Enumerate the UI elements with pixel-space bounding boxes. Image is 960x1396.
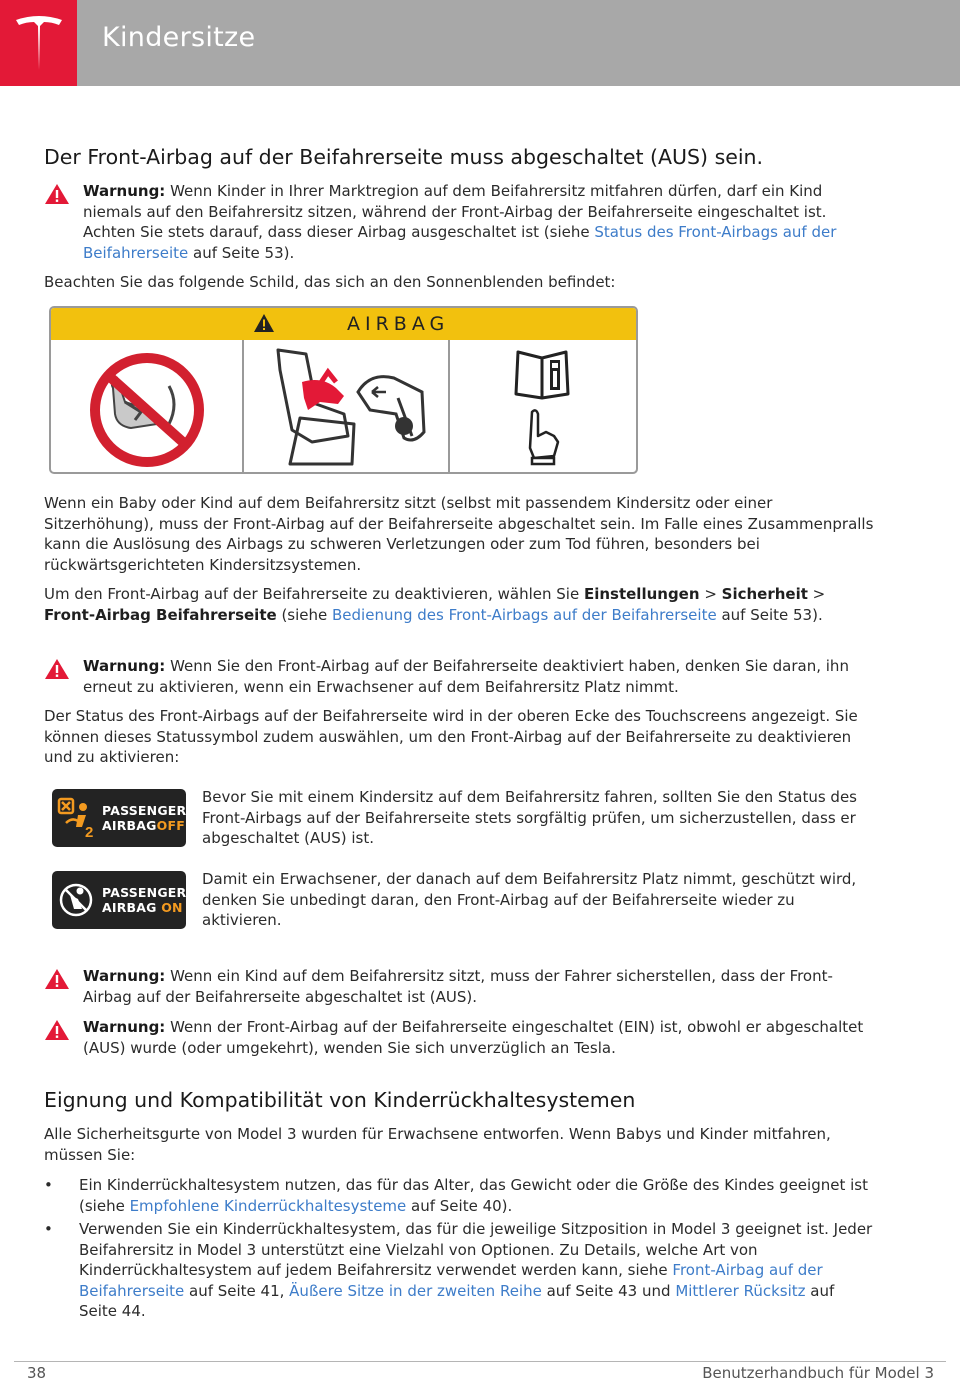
badge-line2: AIRBAG [102,900,157,915]
link-status-airbag[interactable]: Status des Front-Airbags auf der Beifahrerseite [83,223,837,262]
link-front-passenger-airbag[interactable]: Front-Airbag auf der Beifahrerseite [79,1261,823,1300]
airbag-warning-sign [49,306,638,474]
no-child-seat-icon [51,340,242,474]
paragraph-compatibility-intro: Alle Sicherheitsgurte von Model 3 wurden für Erwachsene entworfen. Wenn Babys und Kinder mitfahren, müssen Sie: [44,1125,831,1164]
badge-label [102,803,186,833]
warning-label: Warnung: [83,1018,166,1036]
svg-text:2: 2 [85,824,94,841]
warning-body-end: auf Seite 53). [188,243,295,262]
list-item [44,1219,874,1322]
warning-text [83,181,873,263]
requirements-list [44,1175,874,1322]
warning-text [83,966,873,1007]
paragraph-status-display: Der Status des Front-Airbags auf der Beifahrerseite wird in der oberen Ecke des Touchscreens angezeigt. Sie können dieses Statussymbol zudem auswählen, um den Front-Airbag auf der Beifahrerseite zu deaktivieren und zu aktivieren: [44,707,858,766]
sign-prohibited-child-seat [51,340,242,474]
airbag-deployment-icon [244,340,448,474]
menu-path-settings: Einstellungen [583,585,700,603]
separator: > [699,585,722,603]
paragraph-deactivate [44,584,874,625]
sign-label: AIRBAG [347,313,450,335]
badge-status-off: OFF [156,818,185,833]
warning-body: Wenn Sie den Front-Airbag auf der Beifahrerseite deaktiviert haben, denken Sie daran, ihn erneut zu aktivieren, wenn ein Erwachsener auf dem Beifahrersitz Platz nimmt. [83,657,849,696]
menu-path-safety: Sicherheit [721,585,808,603]
list-item [44,1175,874,1216]
passenger-airbag-off-badge [52,789,186,847]
read-manual-icon [450,340,638,474]
warning-label: Warnung: [83,657,166,675]
link-recommended-restraints[interactable]: Empfohlene Kinderrückhaltesysteme [129,1196,407,1215]
text: Verwenden Sie ein Kinderrückhaltesystem, das für die jeweilige Sitzposition in Model 3 geeignet ist. Jeder Beifahrersitz in Model 3 unterstützt eine Vielzahl von Optionen. Zu Details, welche Art von Kinderrückhaltesystem auf jedem Beifahrersitz verwendet werden kann, siehe [79,1220,873,1279]
separator: > [807,585,826,603]
text: Ein Kinderrückhaltesystem nutzen, das für das Alter, das Gewicht oder die Größe des Kindes geeignet ist (siehe [79,1176,868,1215]
warning-body: Wenn der Front-Airbag auf der Beifahrerseite eingeschaltet (EIN) ist, obwohl er abgeschaltet (AUS) wurde (oder umgekehrt), wenden Sie sich unverzüglich an Tesla. [83,1018,864,1057]
sign-airbag-deployment [244,340,448,474]
text: auf Seite 53). [716,605,823,624]
warning-label: Warnung: [83,182,166,200]
warning-icon [44,183,70,205]
airbag-off-icon [52,789,100,847]
sign-read-manual [450,340,638,474]
sign-header-bar [51,308,636,340]
passenger-airbag-on-badge [52,871,186,929]
warning-icon [44,658,70,680]
paragraph-child-seat: Wenn ein Baby oder Kind auf dem Beifahrersitz sitzt (selbst mit passendem Kindersitz oder einer Sitzerhöhung), muss der Front-Airbag auf der Beifahrerseite abgeschaltet sein. Im Falle eines Zusammenpralls kann die Auslösung des Airbags zu schweren Verletzungen oder zum Tod führen, besonders bei rückwärtsgerichteten Kindersitzsystemen. [44,494,874,574]
warning-body: Wenn Kinder in Ihrer Marktregion auf dem Beifahrersitz mitfahren dürfen, darf ein Kind niemals auf den Beifahrersitz sitzen, während der Front-Airbag der Beifahrerseite eingeschaltet ist. Achten Sie stets darauf, dass dieser Airbag ausgeschaltet ist (siehe [83,182,827,241]
page-header [0,0,960,86]
tesla-logo [0,0,77,86]
warning-icon [44,1019,70,1041]
manual-name: Benutzerhandbuch für Model 3 [702,1364,934,1382]
sign-intro: Beachten Sie das folgende Schild, das sich an den Sonnenblenden befindet: [44,273,616,291]
page-title: Kindersitze [102,22,256,53]
warning-body: Wenn ein Kind auf dem Beifahrersitz sitzt, muss der Fahrer sicherstellen, dass der Front-Airbag auf der Beifahrerseite abgeschaltet ist (AUS). [83,967,833,1006]
tesla-logo-icon [14,14,64,72]
badge-off-description: Bevor Sie mit einem Kindersitz auf dem Beifahrersitz fahren, sollten Sie den Status des Front-Airbags auf der Beifahrerseite stets sorgfältig prüfen, um sicherzustellen, dass er abgeschaltet (AUS) ist. [202,788,857,847]
menu-path-airbag: Front-Airbag Beifahrerseite [44,605,277,624]
section-heading-compatibility: Eignung und Kompatibilität von Kinderrückhaltesystemen [44,1088,636,1112]
airbag-on-icon [52,871,100,929]
link-outer-second-row[interactable]: Äußere Sitze in der zweiten Reihe [289,1281,542,1300]
warning-text [83,1017,873,1058]
section-heading-airbag: Der Front-Airbag auf der Beifahrerseite muss abgeschaltet (AUS) sein. [44,145,764,169]
link-middle-rear-seat[interactable]: Mittlerer Rücksitz [675,1281,806,1300]
sign-warning-icon [253,313,275,333]
badge-line2: AIRBAG [102,818,157,833]
page-number: 38 [27,1364,47,1382]
warning-icon [44,968,70,990]
text: auf Seite 41, [184,1281,290,1300]
text: auf Seite 43 und [541,1281,676,1300]
badge-on-description: Damit ein Erwachsener, der danach auf dem Beifahrersitz Platz nimmt, geschützt wird, denken Sie unbedingt daran, den Front-Airbag auf der Beifahrerseite wieder zu aktivieren. [202,870,857,929]
text: auf Seite 44. [79,1281,835,1320]
badge-label [102,885,186,915]
text: Um den Front-Airbag auf der Beifahrerseite zu deaktivieren, wählen Sie [44,585,584,603]
badge-line1: PASSENGER [102,885,187,900]
link-airbag-operation[interactable]: Bedienung des Front-Airbags auf der Beifahrerseite [332,605,717,624]
badge-status-on: ON [161,900,183,915]
text: auf Seite 40). [406,1196,513,1215]
footer-divider [14,1361,946,1362]
warning-label: Warnung: [83,967,166,985]
badge-line1: PASSENGER [102,803,187,818]
text: (siehe [276,605,333,624]
warning-text [83,656,873,697]
